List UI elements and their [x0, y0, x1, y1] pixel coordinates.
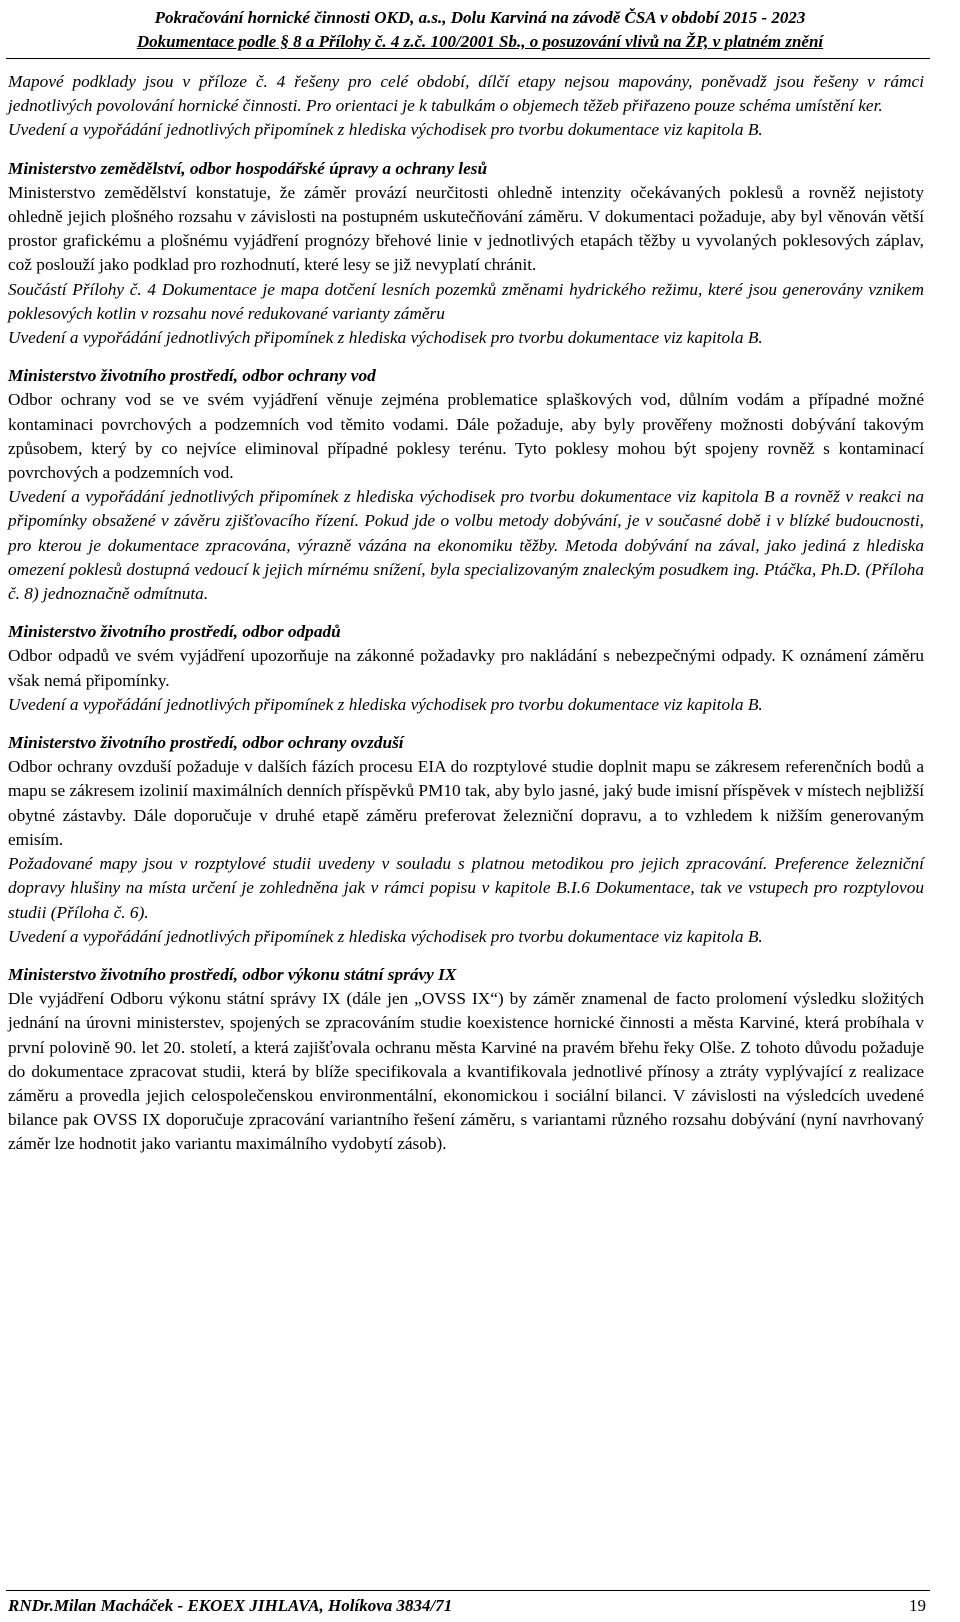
document-body — [8, 70, 924, 1157]
section-air-text: Odbor ochrany ovzduší požaduje v dalších fázích procesu EIA do rozptylové studie doplnit mapu se zákresem referenčních bodů a mapu se zákresem izolinií maximálních denních příspěvků PM10 tak, aby bylo jasné, jaký bude imisní příspěvek v místech nejbližší obytné zástavby. Dále doporučuje v druhé etapě záměru preferovat železniční dopravu, a to vzhledem k nižším generovaným emisím. — [8, 757, 924, 849]
section-heading-state-admin: Ministerstvo životního prostředí, odbor výkonu státní správy IX — [8, 964, 457, 984]
section-forest-text: Ministerstvo zemědělství konstatuje, že záměr provází neurčitosti ohledně intenzity očekávaných poklesů a rovněž nejistoty ohledně jejich plošného rozsahu v závislosti na postupném uskutečňování záměru. V dokumentaci požaduje, aby byl věnován větší prostor grafickému a plošnému vyjádření prognózy břehové linie v jednotlivých etapách těžby u vyvolaných poklesových záplav, což poslouží jako podklad pro rozhodnutí, které lesy se již nevyplatí chránit. — [8, 182, 924, 275]
header-divider — [6, 58, 930, 59]
section-forest-reference: Uvedení a vypořádání jednotlivých připomínek z hlediska východisek pro tvorbu dokumentace viz kapitola B. — [8, 328, 763, 348]
footer-divider — [6, 1590, 930, 1591]
footer-author: RNDr.Milan Macháček - EKOEX JIHLAVA, Holíkova 3834/71 — [8, 1596, 453, 1615]
intro-paragraph: Mapové podklady jsou v příloze č. 4 řešeny pro celé období, dílčí etapy nejsou mapovány, poněvadž jsou řešeny v rámci jednotlivých povolování hornické činnosti. Pro orientaci je k tabulkám o objemech těžeb přiřazeno pouze schéma umístění ker. — [8, 72, 924, 116]
page-header — [0, 0, 960, 54]
section-state-admin-text: Dle vyjádření Odboru výkonu státní správy IX (dále jen „OVSS IX“) by záměr znamenal de facto prolomení výsledku složitých jednání na úrovni ministerstev, spojených se zpracováním studie koexistence hornické činnosti a města Karviné, která probíhala v první polovině 90. let 20. století, a která zajišťovala ochranu města Karviné na pravém břehu řeky Olše. Z tohoto důvodu požaduje do dokumentace zpracovat studii, která by blíže specifikovala a kvantifikovala jednotlivé přínosy a ztráty vyplývající z realizace záměru a provedla jejich celospolečenskou environmentální, ekonomickou i sociální bilanci. V závislosti na výsledcích uvedené bilance pak OVSS IX doporučuje zpracování variantního řešení záměru, s variantami různého rozsahu dobývání (nyní navrhovaný záměr lze hodnotit jako variantu maximálního vydobytí zásob). — [8, 989, 924, 1154]
section-air-reference: Uvedení a vypořádání jednotlivých připomínek z hlediska východisek pro tvorbu dokumentace viz kapitola B. — [8, 926, 763, 946]
section-air-response: Požadované mapy jsou v rozptylové studii uvedeny v souladu s platnou metodikou pro jejich zpracování. Preference železniční dopravy hlušiny na místa určení je zohledněna jak v rámci popisu v kapitole B.I.6 Dokumentace, tak ve vstupech pro rozptylovou studii (Příloha č. 6). — [8, 854, 924, 922]
section-forest-response: Součástí Přílohy č. 4 Dokumentace je mapa dotčení lesních pozemků změnami hydrického režimu, které jsou generovány vznikem poklesových kotlin v rozsahu nové redukované varianty záměru — [8, 279, 924, 323]
section-waste-text: Odbor odpadů ve svém vyjádření upozorňuje na zákonné požadavky pro nakládání s nebezpečnými odpady. K oznámení záměru však nemá připomínky. — [8, 646, 924, 690]
section-water-text: Odbor ochrany vod se ve svém vyjádření věnuje zejména problematice splaškových vod, důlním vodám a případné možné kontaminaci povrchových a podzemních vod těmito vodami. Dále požaduje, aby byly prověřeny možnosti dobývání takovým způsobem, který by co nejvíce eliminoval případné poklesy terénu. Tyto poklesy mohou být spojeny rovněž s kontaminací povrchových a podzemních vod. — [8, 390, 924, 483]
section-heading-water: Ministerstvo životního prostředí, odbor ochrany vod — [8, 366, 376, 386]
section-heading-air: Ministerstvo životního prostředí, odbor ochrany ovzduší — [8, 733, 404, 753]
section-water-response: Uvedení a vypořádání jednotlivých připomínek z hlediska východisek pro tvorbu dokumentace viz kapitola B a rovněž v reakci na připomínky obsažené v závěru zjišťovacího řízení. Pokud jde o volbu metody dobývání, je v současné době i v blízké budoucnosti, pro kterou je dokumentace zpracována, výrazně vázána na ekonomiku těžby. Metoda dobývání na zával, jako jediná z hlediska omezení poklesů dostupná vedoucí k jejich mírnému snížení, byla specializovaným znaleckým posudkem ing. Ptáčka, Ph.D. (Příloha č. 8) jednoznačně odmítnuta. — [8, 487, 924, 604]
section-heading-waste: Ministerstvo životního prostředí, odbor odpadů — [8, 622, 341, 642]
section-heading-forest: Ministerstvo zemědělství, odbor hospodářské úpravy a ochrany lesů — [8, 158, 488, 178]
section-waste-reference: Uvedení a vypořádání jednotlivých připomínek z hlediska východisek pro tvorbu dokumentace viz kapitola B. — [8, 694, 763, 714]
page-number: 19 — [909, 1596, 926, 1615]
page-footer — [8, 1595, 926, 1617]
header-subtitle: Dokumentace podle § 8 a Přílohy č. 4 z.č. 100/2001 Sb., o posuzování vlivů na ŽP, v platném znění — [136, 32, 824, 51]
intro-reference: Uvedení a vypořádání jednotlivých připomínek z hlediska východisek pro tvorbu dokumentace viz kapitola B. — [8, 120, 763, 140]
header-title: Pokračování hornické činnosti OKD, a.s., Dolu Karviná na závodě ČSA v období 2015 - 2023 — [154, 8, 806, 27]
